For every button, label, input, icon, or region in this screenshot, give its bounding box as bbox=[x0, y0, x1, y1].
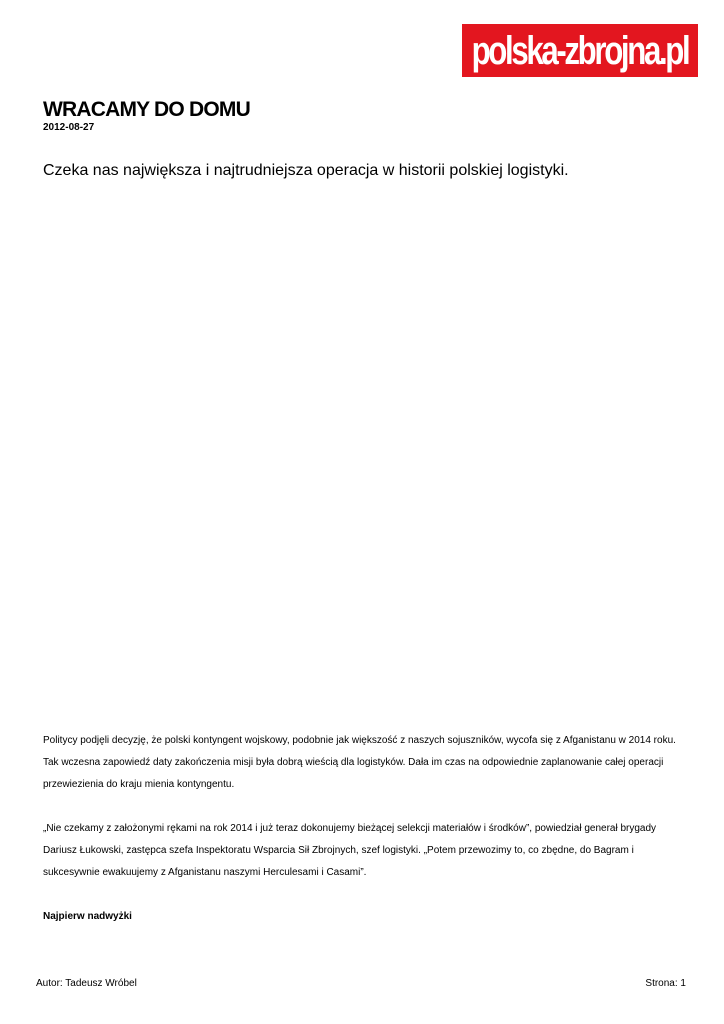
article-date: 2012-08-27 bbox=[43, 122, 95, 133]
footer-author: Autor: Tadeusz Wróbel bbox=[36, 978, 137, 989]
article-lead: Czeka nas największa i najtrudniejsza operacja w historii polskiej logistyki. bbox=[43, 162, 569, 179]
site-logo[interactable] bbox=[462, 24, 698, 77]
article-paragraph: Politycy podjęli decyzję, że polski kontyngent wojskowy, podobnie jak większość z naszych sojuszników, wycofa się z Afganistanu w 2014 roku. Tak wczesna zapowiedź daty zakończenia misji była dobrą wieścią dla logistyków. Dała im czas na odpowiednie zaplanowanie całej operacji przewiezienia do kraju mienia kontyngentu. bbox=[43, 735, 676, 790]
site-logo-text: polska-zbrojna.pl bbox=[471, 28, 689, 73]
footer-page-number: Strona: 1 bbox=[645, 978, 686, 989]
article-title: WRACAMY DO DOMU bbox=[43, 98, 250, 121]
section-subheading: Najpierw nadwyżki bbox=[43, 911, 132, 922]
article-paragraph: „Nie czekamy z założonymi rękami na rok 2014 i już teraz dokonujemy bieżącej selekcji materiałów i środków”, powiedział generał brygady Dariusz Łukowski, zastępca szefa Inspektoratu Wsparcia Sił Zbrojnych, szef logistyki. „Potem przewozimy to, co zbędne, do Bagram i sukcesywnie ewakuujemy z Afganistanu naszymi Herculesami i Casami”. bbox=[43, 823, 657, 878]
